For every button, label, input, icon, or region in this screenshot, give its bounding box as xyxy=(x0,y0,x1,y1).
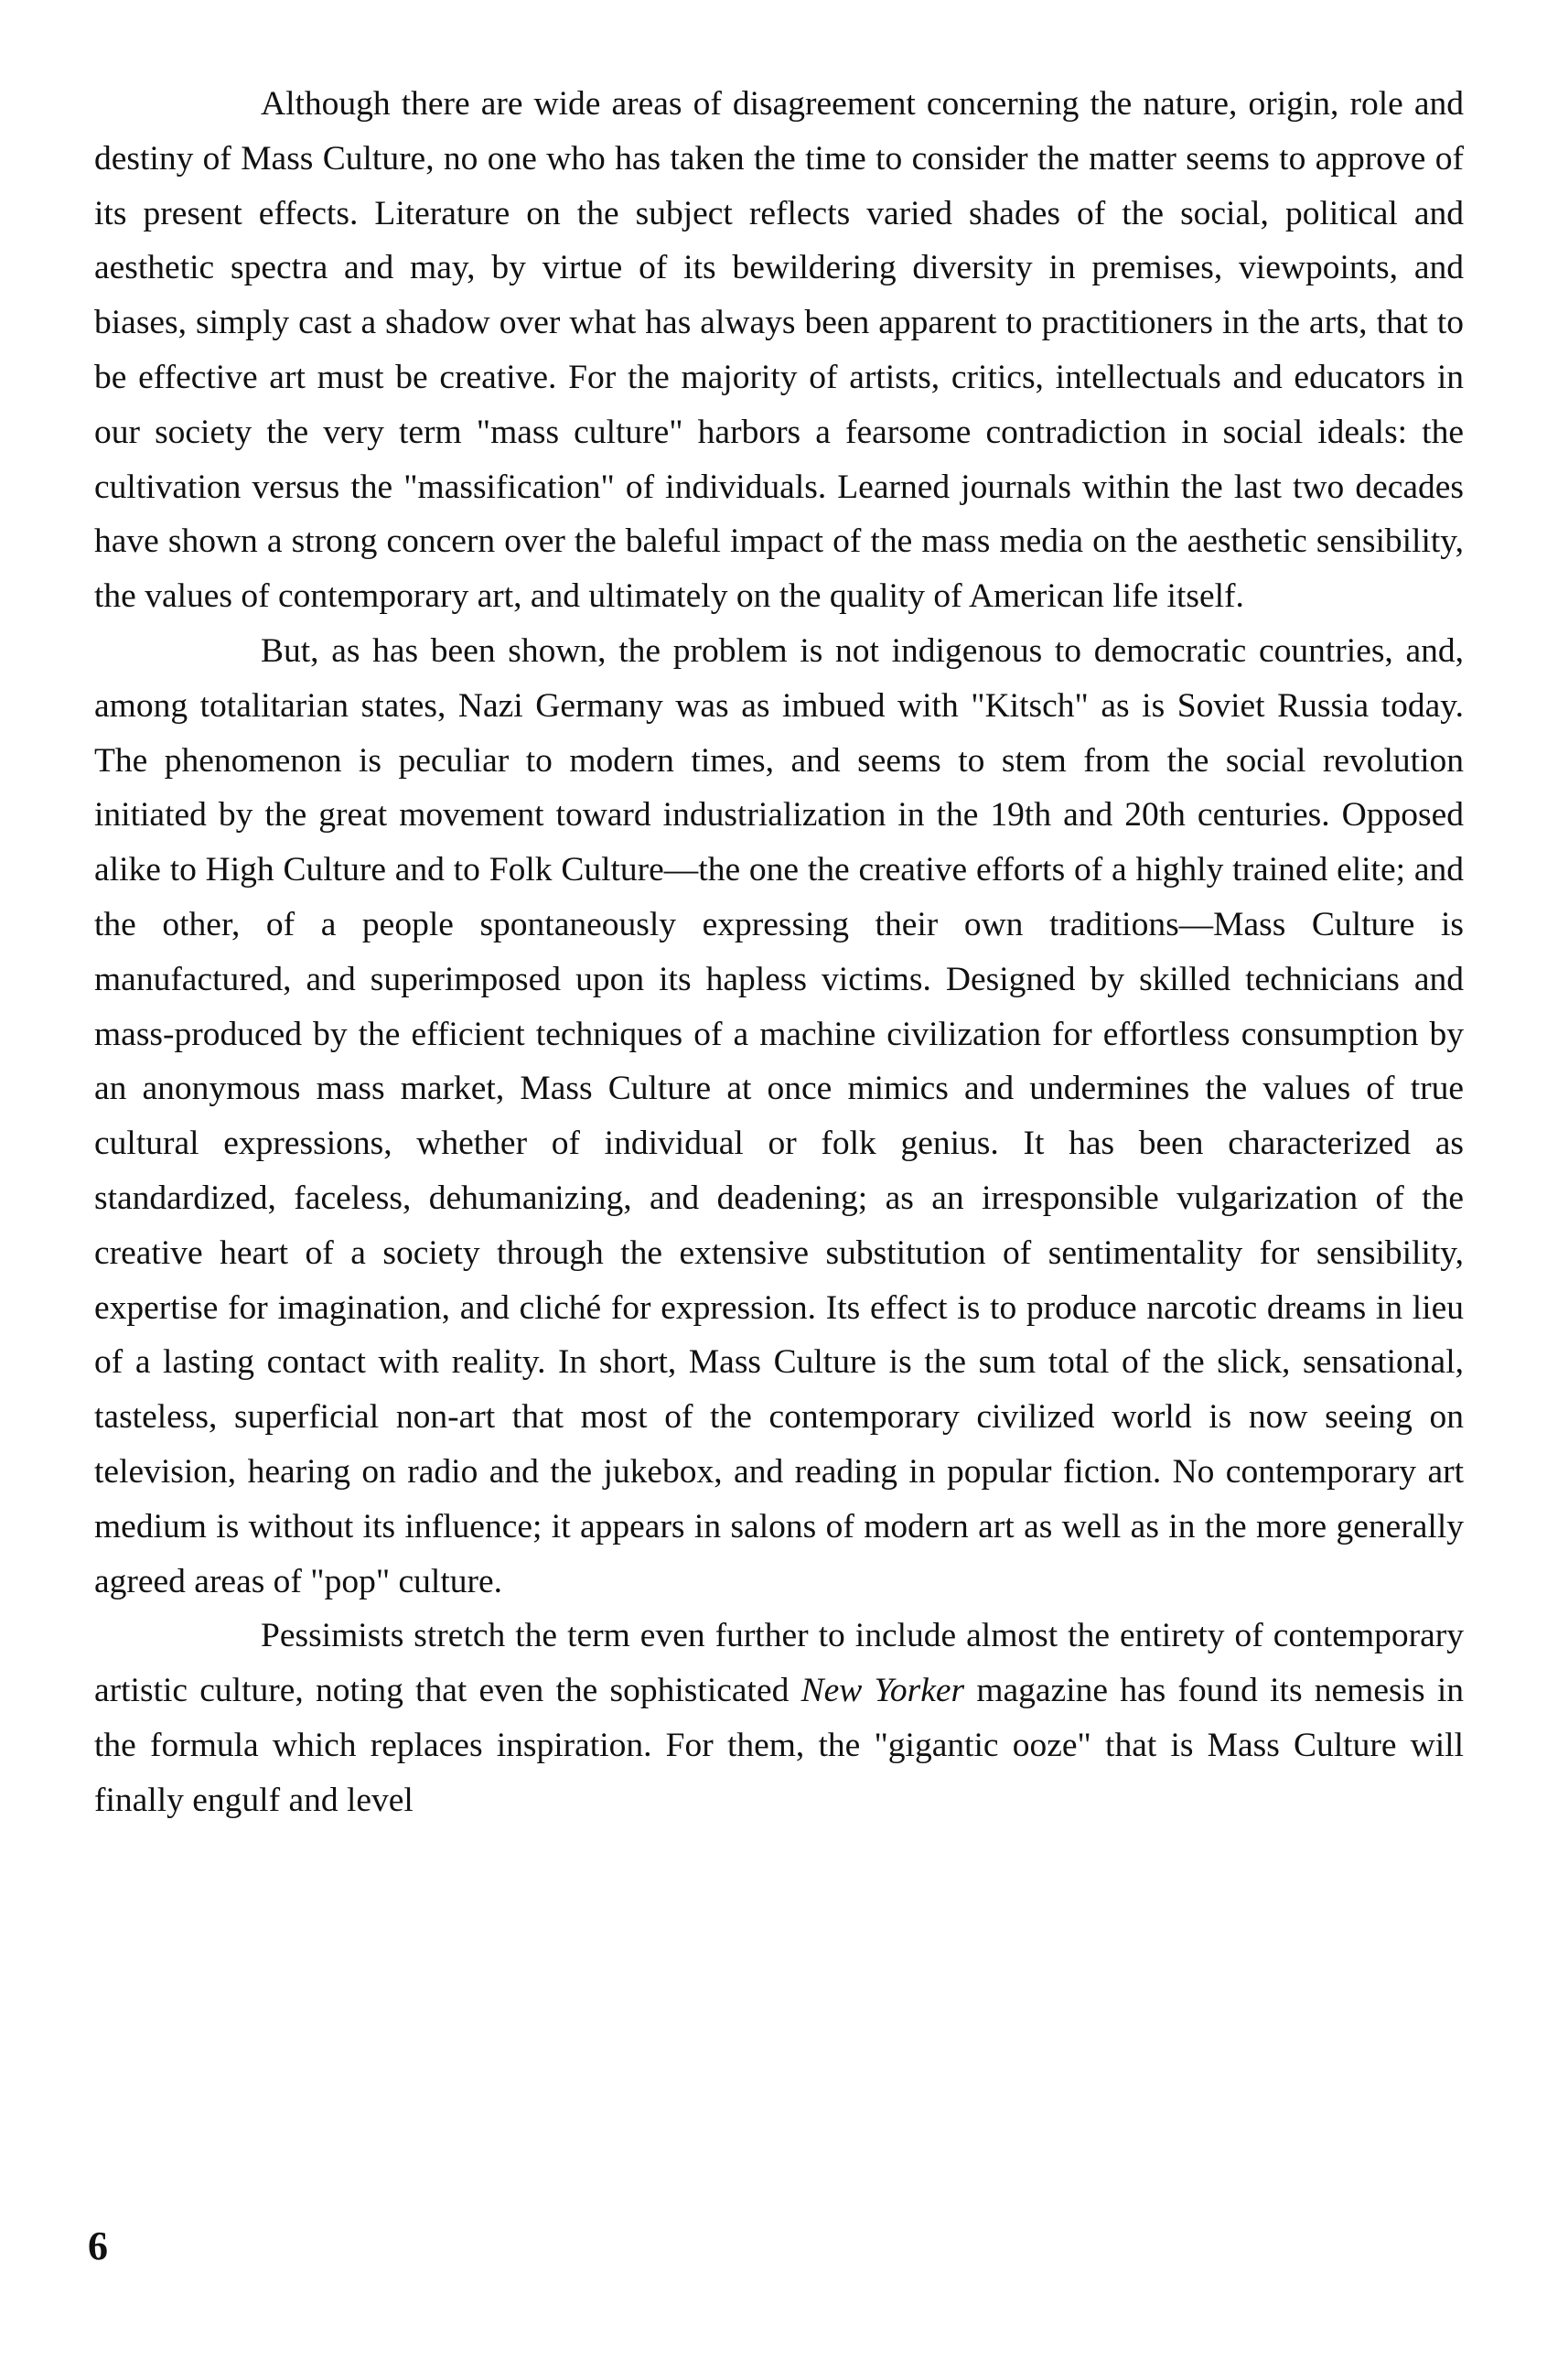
magazine-title: New Yorker xyxy=(800,1672,965,1710)
paragraph-3-text-end: magazine has found its nemesis in the formula which replaces inspiration. For them, the "gigantic ooze" that is Mass Culture will finally engulf and level xyxy=(94,1672,1464,1819)
paragraph-1: Although there are wide areas of disagreement concerning the nature, origin, role and destiny of Mass Culture, no one who has taken the time to consider the matter seems to approve of its present effects. Literature on the subject reflects varied shades of the social, political and aesthetic spectra and may, by virtue of its bewildering diversity in premises, viewpoints, and biases, simply cast a shadow over what has always been apparent to practitioners in the arts, that to be effective art must be creative. For the majority of artists, critics, intellectuals and educators in our society the very term "mass culture" harbors a fearsome contradiction in social ideals: the cultivation versus the "massification" of individuals. Learned journals within the last two decades have shown a strong concern over the baleful impact of the mass media on the aesthetic sensibility, the values of contemporary art, and ultimately on the quality of American life itself. xyxy=(94,85,1464,616)
page-number: 6 xyxy=(88,2224,108,2268)
body-text xyxy=(94,77,1464,1828)
paragraph-3 xyxy=(94,1609,1464,1827)
paragraph-3-text-start: Pessimists stretch the term even further to include almost the entirety of contemporary artistic culture, noting that even the sophisticated xyxy=(94,1617,1464,1710)
paragraph-2: But, as has been shown, the problem is not indigenous to democratic countries, and, among totalitarian states, Nazi Germany was as imbued with "Kitsch" as is Soviet Russia today. The phenomenon is peculiar to modern times, and seems to stem from the social revolution initiated by the great movement toward industrialization in the 19th and 20th centuries. Opposed alike to High Culture and to Folk Culture—the one the creative efforts of a highly trained elite; and the other, of a people spontaneously expressing their own traditions—Mass Culture is manufactured, and superimposed upon its hapless victims. Designed by skilled technicians and mass-produced by the efficient techniques of a machine civilization for effortless consumption by an anonymous mass market, Mass Culture at once mimics and undermines the values of true cultural expressions, whether of individual or folk genius. It has been characterized as standardized, faceless, dehumanizing, and deadening; as an irresponsible vulgarization of the creative heart of a society through the extensive substitution of sentimentality for sensibility, expertise for imagination, and cliché for expression. Its effect is to produce narcotic dreams in lieu of a lasting contact with reality. In short, Mass Culture is the sum total of the slick, sensational, tasteless, superficial non-art that most of the contemporary civilized world is now seeing on television, hearing on radio and the jukebox, and reading in popular fiction. No contemporary art medium is without its influence; it appears in salons of modern art as well as in the more generally agreed areas of "pop" culture. xyxy=(94,631,1464,1600)
